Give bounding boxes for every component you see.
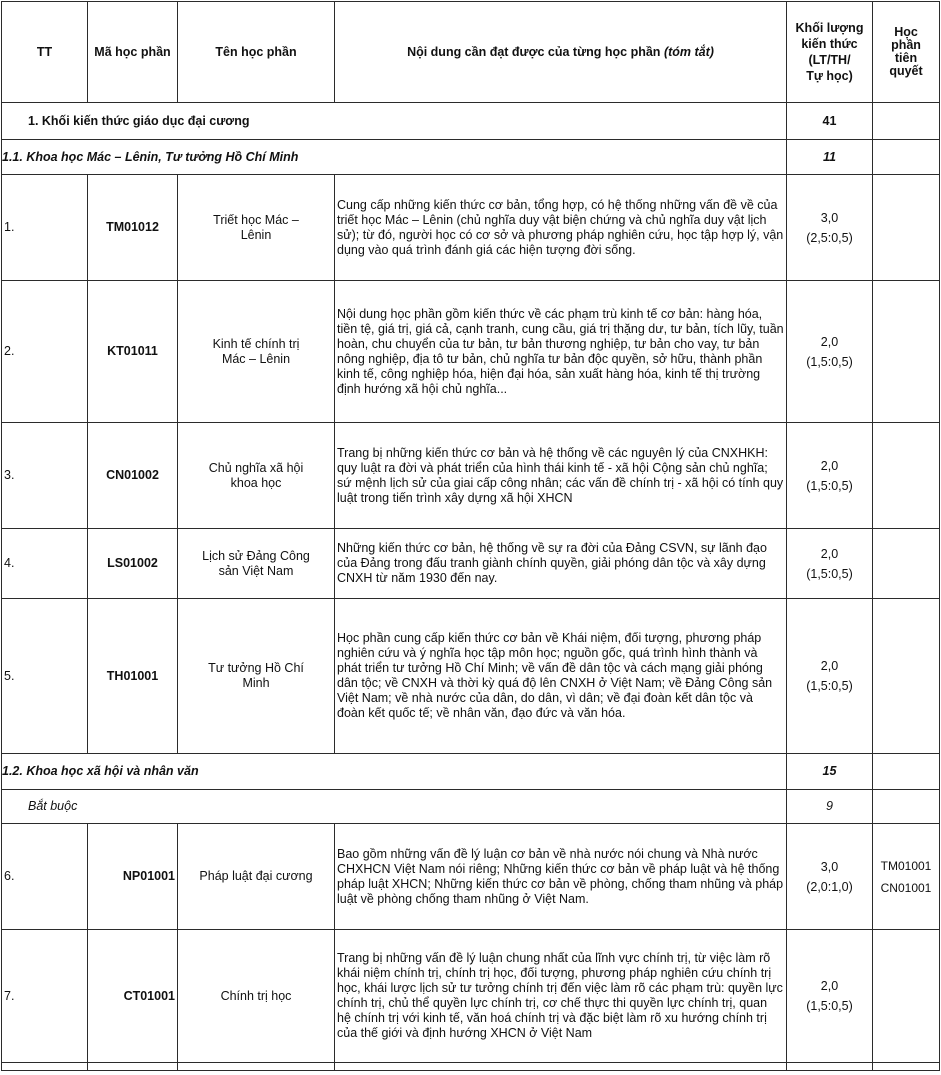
table-row xyxy=(2,930,940,1063)
course-code: TM01012 xyxy=(88,175,178,281)
required-credits: 9 xyxy=(787,790,873,824)
course-name-line: Kinh tế chính trị xyxy=(212,336,300,351)
course-description: Học phần cung cấp kiến thức cơ bản về Khái niệm, đối tượng, phương pháp nghiên cứu và ý nghĩa học tập môn học; nguồn gốc, quá trình hình thành và phát triển tư tưởng Hồ Chí Minh; về vấn đề dân tộc và cách mạng giải phóng dân tộc; về CNXH và thời kỳ quá độ lên CNXH ở Việt Nam; về Đảng Công sản Việt Nam; về nhà nước của dân, do dân, vì dân; về đại đoàn kết dân tộc và đoàn kết quốc tế; về nhân văn, đạo đức và văn hóa. xyxy=(335,599,787,754)
course-prereq xyxy=(873,423,940,529)
subsection-credits: 15 xyxy=(787,754,873,790)
cutoff-cell xyxy=(2,1063,88,1071)
course-tt: 2. xyxy=(2,281,88,423)
course-prereq xyxy=(873,824,940,930)
header-prereq-line: phần xyxy=(891,38,921,52)
required-row xyxy=(2,790,940,824)
required-label: Bắt buộc xyxy=(2,790,787,824)
course-description: Những kiến thức cơ bản, hệ thống về sự ra đời của Đảng CSVN, sự lãnh đạo của Đảng trong đấu tranh giành chính quyền, giải phóng dân tộc và xây dựng CNXH từ năm 1930 đến nay. xyxy=(335,529,787,599)
course-credits-total: 2,0 xyxy=(820,458,839,473)
course-code: KT01011 xyxy=(88,281,178,423)
course-credits-split: (1,5:0,5) xyxy=(806,478,853,493)
cutoff-cell xyxy=(787,1063,873,1071)
header-credits-line: Tự học) xyxy=(806,69,853,83)
course-name-line: Lênin xyxy=(240,227,272,242)
section-title: 1. Khối kiến thức giáo dục đại cương xyxy=(2,103,787,140)
header-prereq-line: quyết xyxy=(889,64,923,78)
subsection-row xyxy=(2,754,940,790)
header-prerequisite xyxy=(873,2,940,103)
course-tt: 5. xyxy=(2,599,88,754)
subsection-credits: 11 xyxy=(787,140,873,175)
subsection-prereq xyxy=(873,754,940,790)
course-prereq xyxy=(873,281,940,423)
course-prereq xyxy=(873,599,940,754)
header-prereq-line: tiên xyxy=(894,51,918,65)
course-prereq-code: CN01001 xyxy=(880,880,932,895)
course-credits xyxy=(787,599,873,754)
table-row xyxy=(2,824,940,930)
course-tt: 1. xyxy=(2,175,88,281)
course-name-line: khoa học xyxy=(230,475,282,490)
header-credits xyxy=(787,2,873,103)
table-row xyxy=(2,529,940,599)
section-row xyxy=(2,103,940,140)
course-credits-split: (1,5:0,5) xyxy=(806,999,853,1013)
course-credits xyxy=(787,930,873,1063)
course-name-line: Triết học Mác – xyxy=(213,212,299,227)
section-credits: 41 xyxy=(787,103,873,140)
course-tt: 3. xyxy=(2,423,88,529)
table-row xyxy=(2,599,940,754)
course-description: Bao gồm những vấn đề lý luận cơ bản về nhà nước nói chung và Nhà nước CHXHCN Việt Nam nói riêng; Những kiến thức cơ bản về pháp luật và hệ thống pháp luật XHCN; Những kiến thức cơ bản về phòng, chống tham nhũng và pháp luật về phòng chống tham nhũng ở Việt Nam. xyxy=(335,824,787,930)
required-prereq xyxy=(873,790,940,824)
course-credits-total: 3,0 xyxy=(820,210,839,225)
header-tt: TT xyxy=(2,2,88,103)
course-code: LS01002 xyxy=(88,529,178,599)
header-credits-line: Khối lượng xyxy=(795,21,864,35)
course-name-line: Chủ nghĩa xã hội xyxy=(208,460,304,475)
course-credits-total: 3,0 xyxy=(820,859,839,874)
header-course-code: Mã học phần xyxy=(88,2,178,103)
cutoff-cell xyxy=(873,1063,940,1071)
course-credits-total: 2,0 xyxy=(820,546,839,561)
course-name xyxy=(178,930,335,1063)
course-tt: 6. xyxy=(2,824,88,930)
header-credits-line: kiến thức xyxy=(801,37,858,51)
table-row-cutoff xyxy=(2,1063,940,1071)
course-credits xyxy=(787,529,873,599)
course-name-line: Pháp luật đại cương xyxy=(199,869,313,883)
course-prereq xyxy=(873,175,940,281)
header-content-italic: (tóm tắt) xyxy=(663,44,714,59)
course-code: TH01001 xyxy=(88,599,178,754)
course-credits-split: (2,0:1,0) xyxy=(806,879,853,894)
course-name-line: Mác – Lênin xyxy=(221,351,291,366)
header-row xyxy=(2,2,940,103)
table-row xyxy=(2,281,940,423)
course-prereq-code: TM01001 xyxy=(880,858,932,873)
course-name xyxy=(178,175,335,281)
cutoff-cell xyxy=(178,1063,335,1071)
subsection-title: 1.1. Khoa học Mác – Lênin, Tư tưởng Hồ Chí Minh xyxy=(2,140,787,175)
header-prereq-line: Học xyxy=(894,25,918,39)
course-tt: 7. xyxy=(2,930,88,1063)
header-content-main: Nội dung cần đạt được của từng học phần xyxy=(407,44,661,59)
cutoff-cell xyxy=(335,1063,787,1071)
course-tt: 4. xyxy=(2,529,88,599)
course-credits xyxy=(787,824,873,930)
header-course-name: Tên học phần xyxy=(178,2,335,103)
course-credits-total: 2,0 xyxy=(820,979,839,993)
course-credits xyxy=(787,423,873,529)
course-name-line: sản Việt Nam xyxy=(218,563,294,578)
section-prereq xyxy=(873,103,940,140)
course-credits-split: (1,5:0,5) xyxy=(806,354,853,369)
cutoff-cell xyxy=(88,1063,178,1071)
course-description: Trang bị những vấn đề lý luận chung nhất của lĩnh vực chính trị, từ việc làm rõ khái niệm chính trị, chính trị học, đối tượng, phương pháp nghiên cứu chính trị học, khái lược lịch sử tư tưởng chính trị đến việc làm rõ các phạm trù: quyền lực chính trị, chủ thể quyền lực chính trị, cơ chế thực thi quyền lực chính trị, quan hệ chính trị với kinh tế, văn hoá chính trị và đặc biệt làm rõ xu hướng chính trị của thế giới và định hướng XHCN ở Việt Nam xyxy=(335,930,787,1063)
course-description: Trang bị những kiến thức cơ bản và hệ thống về các nguyên lý của CNXHKH: quy luật ra đời và phát triển của hình thái kinh tế - xã hội Cộng sản chủ nghĩa; sứ mệnh lịch sử của giai cấp công nhân; các vấn đề chính trị - xã hội có tính quy luật trong tiến trình xây dựng xã hội XHCN xyxy=(335,423,787,529)
header-content xyxy=(335,2,787,103)
subsection-row xyxy=(2,140,940,175)
course-credits xyxy=(787,175,873,281)
table-row xyxy=(2,175,940,281)
subsection-prereq xyxy=(873,140,940,175)
course-prereq xyxy=(873,930,940,1063)
course-name xyxy=(178,529,335,599)
course-description: Cung cấp những kiến thức cơ bản, tổng hợp, có hệ thống những vấn đề về của triết học Mác – Lênin (chủ nghĩa duy vật biện chứng và chủ nghĩa duy vật lịch sử); từ đó, người học có cơ sở và phương pháp nghiên cứu, học tập hợp lý, vận dụng vào quá trình đánh giá các hiện tượng đời sống. xyxy=(335,175,787,281)
course-name xyxy=(178,423,335,529)
course-name xyxy=(178,281,335,423)
course-credits-split: (1,5:0,5) xyxy=(806,679,853,693)
course-credits xyxy=(787,281,873,423)
course-credits-total: 2,0 xyxy=(820,659,839,673)
course-credits-split: (1,5:0,5) xyxy=(806,566,853,581)
table-row xyxy=(2,423,940,529)
course-name-line: Lịch sử Đảng Công xyxy=(202,548,310,563)
header-credits-line: (LT/TH/ xyxy=(808,53,851,67)
course-name-line: Chính trị học xyxy=(220,988,292,1003)
course-code: NP01001 xyxy=(88,824,178,930)
course-credits-split: (2,5:0,5) xyxy=(806,230,853,245)
course-code: CN01002 xyxy=(88,423,178,529)
course-code: CT01001 xyxy=(88,930,178,1063)
course-name-line: Tư tưởng Hồ Chí xyxy=(208,661,304,675)
course-name xyxy=(178,824,335,930)
curriculum-table xyxy=(1,1,940,1071)
subsection-title: 1.2. Khoa học xã hội và nhân văn xyxy=(2,754,787,790)
course-description: Nội dung học phần gồm kiến thức về các phạm trù kinh tế cơ bản: hàng hóa, tiền tệ, giá trị, giá cả, cạnh tranh, cung cầu, giá trị thặng dư, tư bản, tích lũy, tuần hoàn, chu chuyển của tư bản, tư bản thương nghiệp, tư bản cho vay, tư bản nông nghiệp, địa tô tư bản, chủ nghĩa tư bản độc quyền, sở hữu, thành phần kinh tế, công nghiệp hóa, hiện đại hóa, sản xuất hàng hóa, kinh tế thị trường định hướng xã hội chủ nghĩa... xyxy=(335,281,787,423)
course-name xyxy=(178,599,335,754)
course-name-line: Minh xyxy=(242,676,270,690)
course-prereq xyxy=(873,529,940,599)
course-credits-total: 2,0 xyxy=(820,334,839,349)
